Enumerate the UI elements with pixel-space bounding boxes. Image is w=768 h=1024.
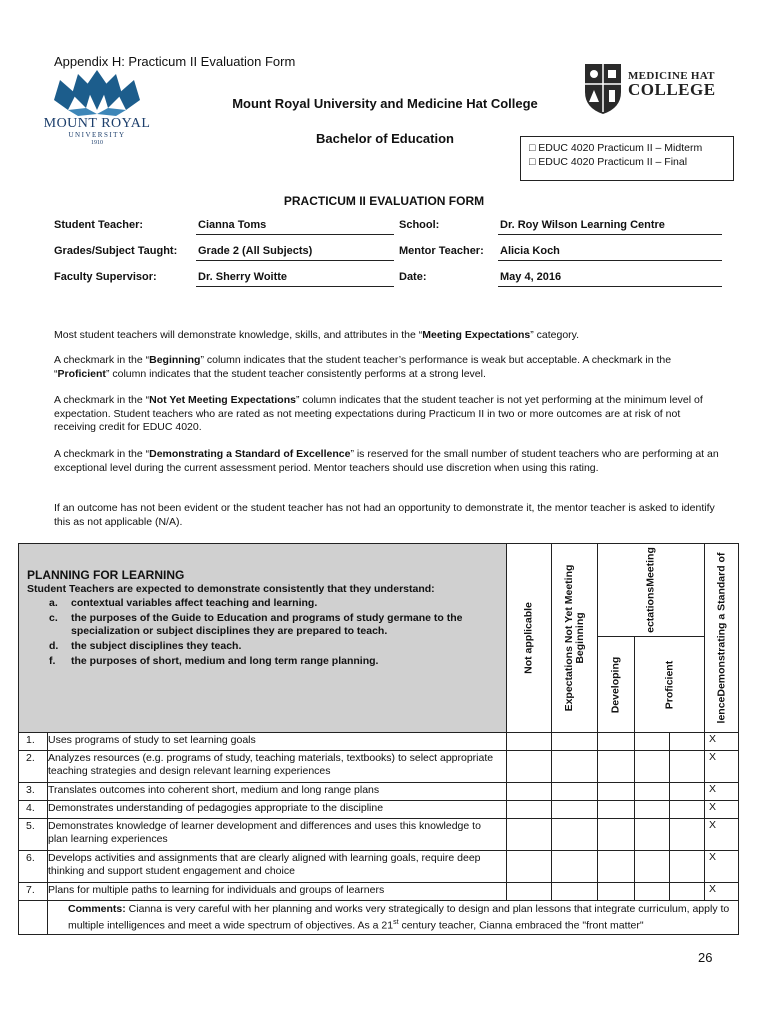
student-teacher-label: Student Teacher: <box>54 219 144 231</box>
col-header-meeting: ectationsMeeting <box>598 544 705 637</box>
option-final[interactable]: □ EDUC 4020 Practicum II – Final <box>529 156 688 168</box>
evaluation-table <box>18 543 739 935</box>
mentor-label: Mentor Teacher: <box>399 245 484 257</box>
rating-mark[interactable]: X <box>705 883 739 901</box>
student-teacher-value: Cianna Toms <box>196 219 394 235</box>
grades-label: Grades/Subject Taught: <box>54 245 178 257</box>
understandings-list <box>27 597 500 668</box>
rating-mark[interactable]: X <box>705 733 739 751</box>
school-label: School: <box>399 219 440 231</box>
mhc-logo-text: MEDICINE HAT <box>628 70 715 82</box>
appendix-title: Appendix H: Practicum II Evaluation Form <box>54 54 296 69</box>
instruction-paragraph: A checkmark in the “Not Yet Meeting Expectations” column indicates that the student teacher is not yet performing at the minimum level of expectation. Student teachers who are rated as not meeting expectations during Practicum II in two or more outcomes are at risk of not receiving credit for EDUC 4020. <box>54 394 703 433</box>
list-item: f. the purposes of short, medium and long term range planning. <box>49 655 379 667</box>
page-number: 26 <box>698 950 713 965</box>
section-intro: Student Teachers are expected to demonstrate consistently that they understand: <box>27 583 435 595</box>
table-row: 6. Develops activities and assignments that are clearly aligned with learning goals, require deep thinking and support student engagement and choice X <box>19 851 739 883</box>
comments-label: Comments: <box>68 903 126 915</box>
instruction-paragraph: If an outcome has not been evident or the student teacher has not had an opportunity to demonstrate it, the mentor teacher is asked to identify this as not applicable (N/A). <box>54 502 715 528</box>
table-header-row <box>19 544 739 637</box>
table-row: 1. Uses programs of study to set learning goals X <box>19 733 739 751</box>
rating-mark[interactable]: X <box>705 783 739 801</box>
comments-row <box>19 901 739 935</box>
degree-heading: Bachelor of Education <box>316 131 454 146</box>
date-value: May 4, 2016 <box>498 271 722 287</box>
rating-mark[interactable]: X <box>705 751 739 783</box>
table-row: 7. Plans for multiple paths to learning for individuals and groups of learners X <box>19 883 739 901</box>
school-value: Dr. Roy Wilson Learning Centre <box>498 219 722 235</box>
list-item: d. the subject disciplines they teach. <box>49 640 242 652</box>
section-header-cell <box>19 544 507 733</box>
rating-mark[interactable]: X <box>705 819 739 851</box>
form-title: PRACTICUM II EVALUATION FORM <box>283 194 485 208</box>
table-row: 5. Demonstrates knowledge of learner development and differences and uses this knowledge to plan learning experiences X <box>19 819 739 851</box>
mhc-logo-subtext: COLLEGE <box>628 80 716 99</box>
table-row: 3. Translates outcomes into coherent short, medium and long range plans X <box>19 783 739 801</box>
comments-cell[interactable]: Comments: Cianna is very careful with her planning and works very strategically to design and plan lessons that integrate curriculum, apply to multiple intelligences and meet a wide spectrum of objectives. As a 21st century teacher, Cianna embraced the "front matter" <box>48 901 739 935</box>
instruction-paragraph: A checkmark in the “Beginning” column indicates that the student teacher’s performance is weak but acceptable. A checkmark in the “Proficient” column indicates that the student teacher consistently performs at a strong level. <box>54 354 672 380</box>
col-header-not-applicable: Not applicable <box>507 544 552 733</box>
col-header-excellence: lenceDemonstrating a Standard of <box>705 544 739 733</box>
university-heading: Mount Royal University and Medicine Hat College <box>232 96 538 111</box>
instruction-paragraph: A checkmark in the “Demonstrating a Standard of Excellence” is reserved for the small number of student teachers who are performing at an exceptional level during the current assessment period. Mentor teachers should use discretion when using this rating. <box>54 448 719 474</box>
mru-logo-year: 1910 <box>91 140 103 146</box>
col-header-developing: Developing <box>598 637 635 733</box>
section-title: PLANNING FOR LEARNING <box>27 568 185 582</box>
option-midterm[interactable]: □ EDUC 4020 Practicum II – Midterm <box>529 142 703 154</box>
date-label: Date: <box>399 271 427 283</box>
mentor-value: Alicia Koch <box>498 245 722 261</box>
table-row: 2. Analyzes resources (e.g. programs of study, teaching materials, textbooks) to select appropriate teaching strategies and design relevant learning experiences X <box>19 751 739 783</box>
col-header-not-yet-meeting: Expectations Not Yet Meeting Beginning <box>552 544 598 733</box>
supervisor-value: Dr. Sherry Woitte <box>196 271 394 287</box>
practicum-options-box <box>520 136 734 181</box>
mru-logo-text: MOUNT ROYAL <box>43 116 151 131</box>
grades-value: Grade 2 (All Subjects) <box>196 245 394 261</box>
col-header-proficient: Proficient <box>635 637 705 733</box>
mru-logo-subtext: UNIVERSITY <box>68 131 126 139</box>
instruction-paragraph: Most student teachers will demonstrate knowledge, skills, and attributes in the “Meeting Expectations” category. <box>54 329 580 341</box>
supervisor-label: Faculty Supervisor: <box>54 271 157 283</box>
list-item: c. the purposes of the Guide to Education and programs of study germane to the specialization or subject disciplines they are prepared to teach. <box>49 612 463 637</box>
table-row: 4. Demonstrates understanding of pedagogies appropriate to the discipline X <box>19 801 739 819</box>
list-item: a. contextual variables affect teaching and learning. <box>49 597 318 609</box>
rating-mark[interactable]: X <box>705 801 739 819</box>
rating-mark[interactable]: X <box>705 851 739 883</box>
